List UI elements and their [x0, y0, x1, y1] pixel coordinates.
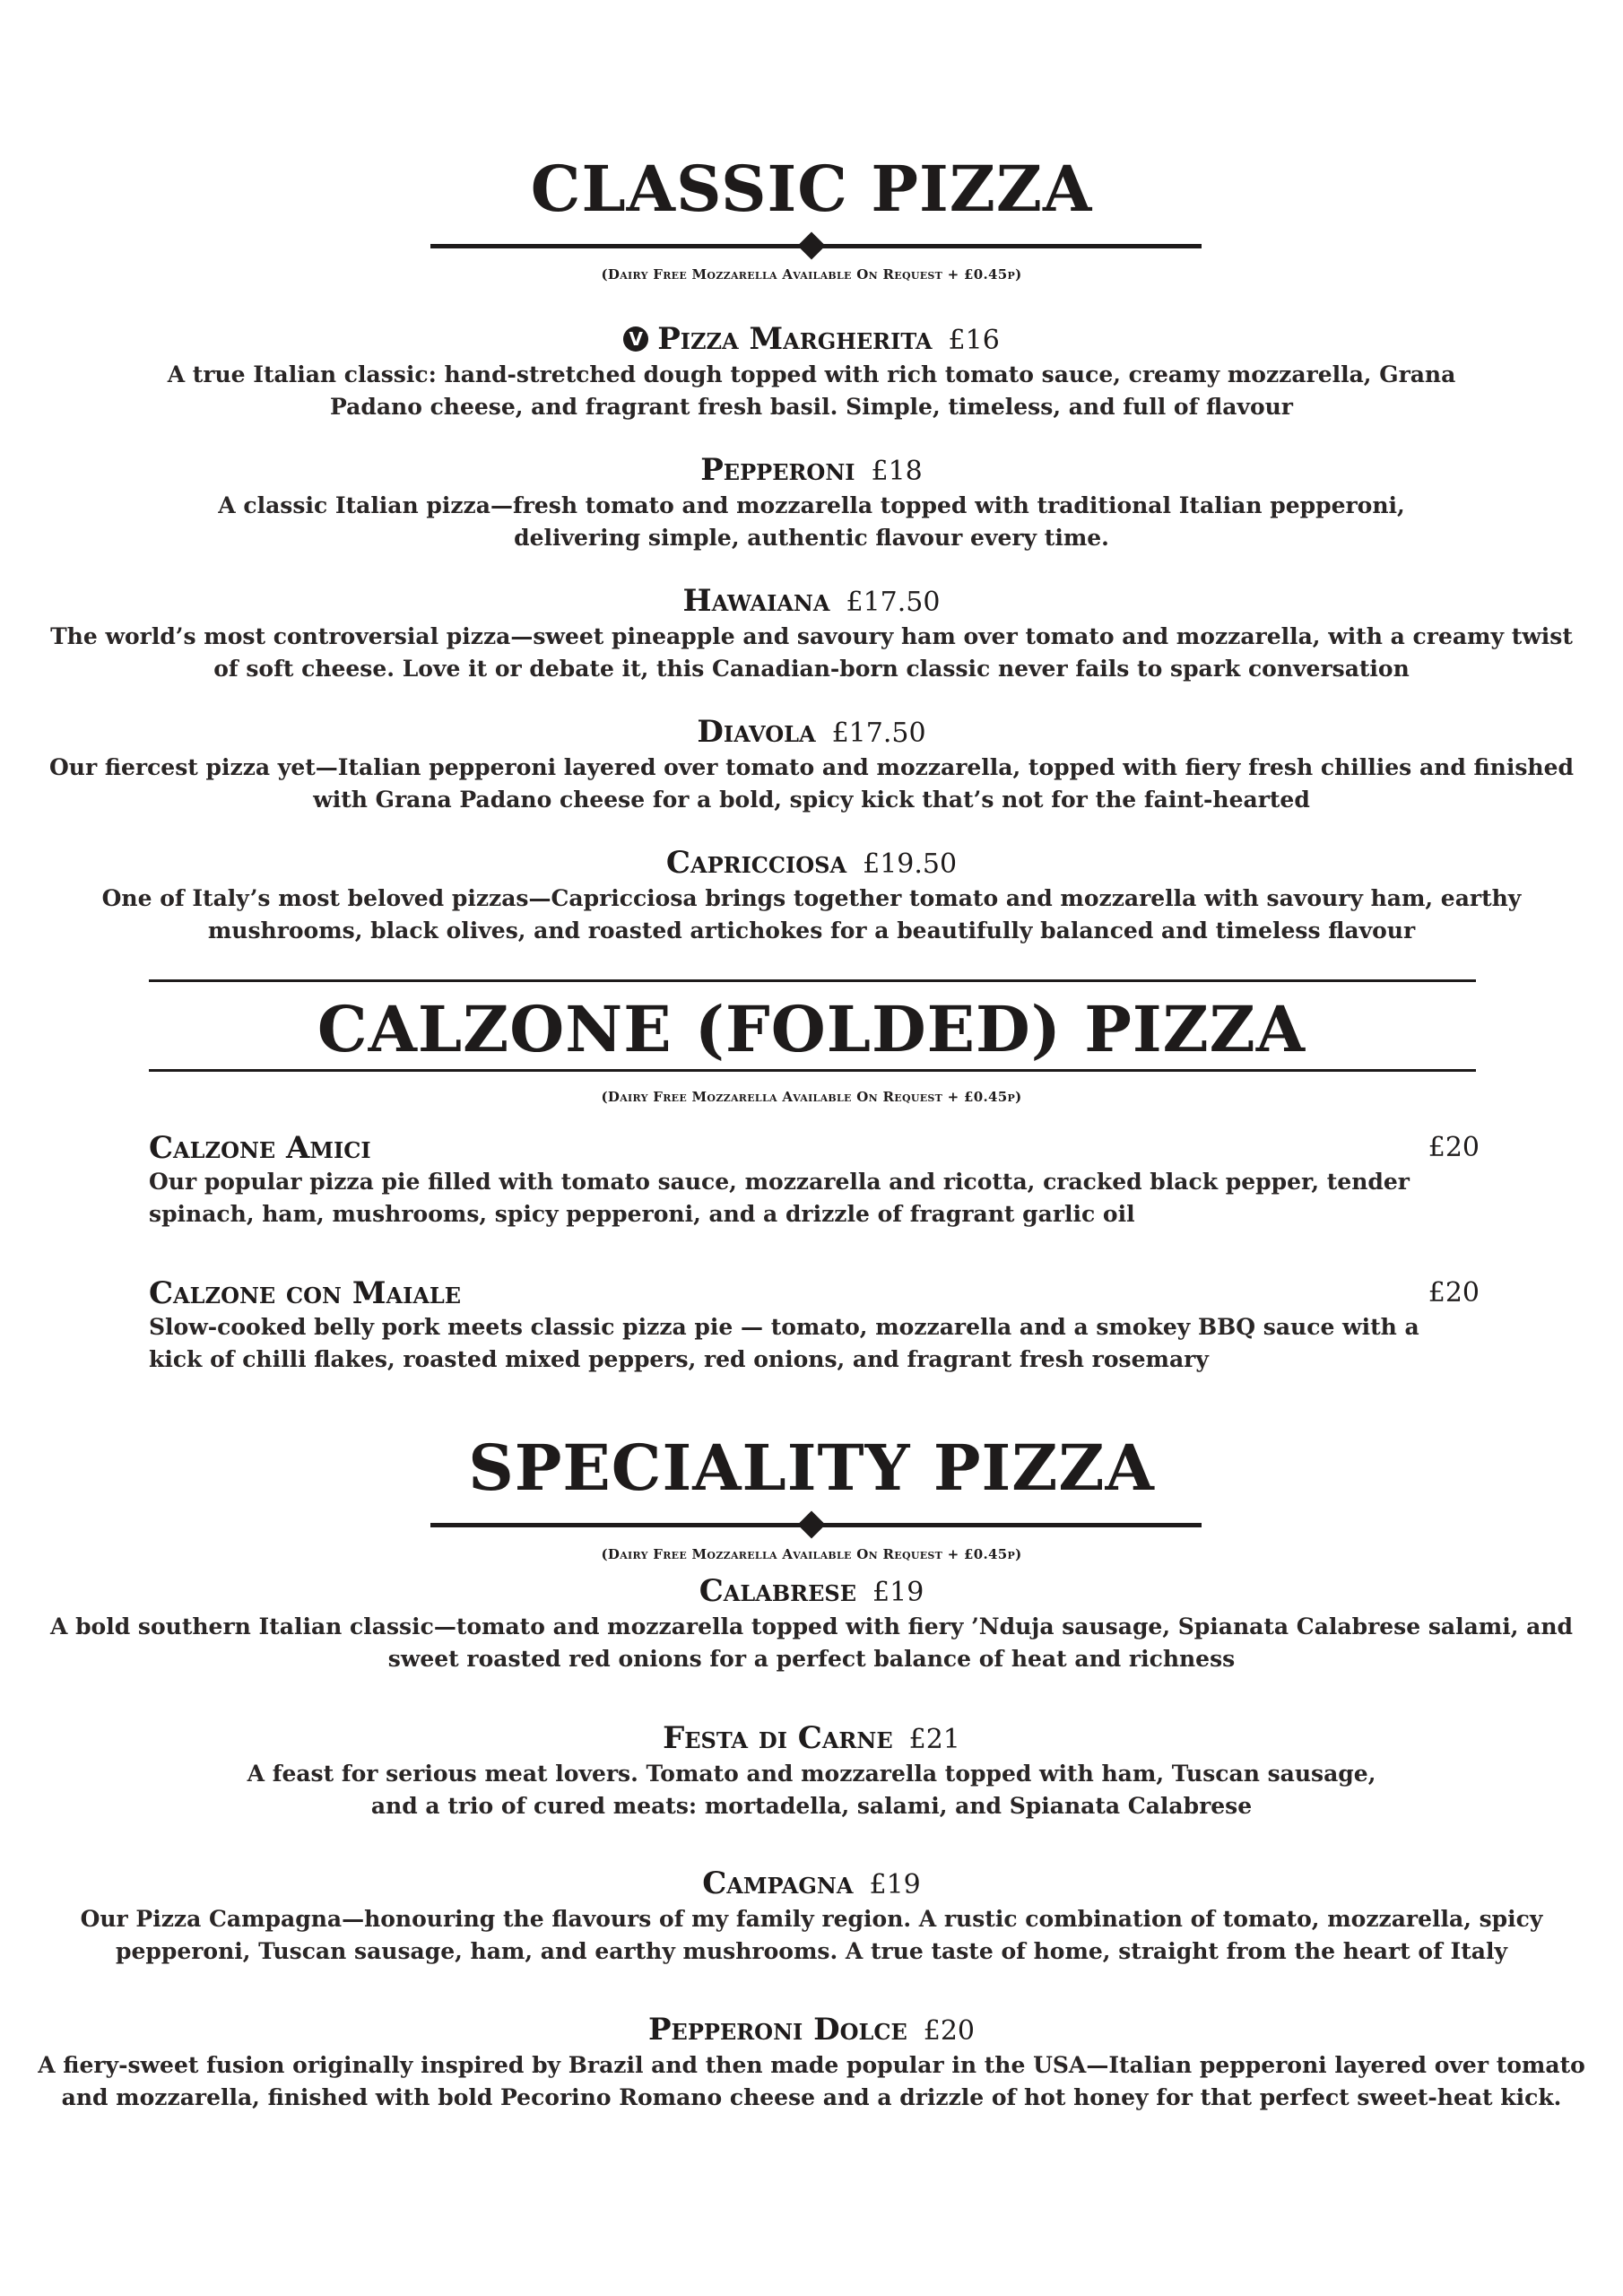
menu-item-diavola: [0, 714, 1623, 816]
menu-item-calabrese: [0, 1573, 1623, 1675]
item-name: Pepperoni Dolce: [647, 2012, 907, 2048]
diamond-icon: [797, 231, 825, 259]
item-price: £19: [869, 1869, 921, 1900]
item-description: A classic Italian pizza—fresh tomato and mozzarella topped with traditional Italian pepperoni, delivering simple, authentic flavour every time.: [218, 492, 1405, 551]
item-price: £20: [1428, 1132, 1480, 1163]
item-price: £19: [872, 1577, 924, 1608]
menu-item-capricciosa: [0, 845, 1623, 947]
item-description: A fiery-sweet fusion originally inspired by Brazil and then made popular in the USA—Italian pepperoni layered over tomato and mozzarella, finished with bold Pecorino Romano cheese and a drizzle of hot honey for that perfect sweet-heat kick.: [38, 2052, 1585, 2110]
menu-item-calzone-maiale: [149, 1275, 1480, 1376]
item-price: £17.50: [831, 718, 926, 749]
item-price: £18: [871, 456, 923, 487]
item-name: Calzone con Maiale: [149, 1275, 462, 1311]
item-price: £19.50: [863, 848, 958, 880]
item-price: £20: [923, 2015, 976, 2047]
item-name: Calzone Amici: [149, 1130, 371, 1166]
calzone-dairy-note: (Dairy Free Mozzarella Available On Request + £0.45p): [601, 1089, 1022, 1105]
item-price: £21: [908, 1724, 960, 1755]
speciality-dairy-note: (Dairy Free Mozzarella Available On Request + £0.45p): [601, 1546, 1022, 1562]
vegetarian-icon: V: [623, 326, 648, 352]
menu-item-margherita: [0, 321, 1623, 423]
item-description: One of Italy’s most beloved pizzas—Capricciosa brings together tomato and mozzarella with savoury ham, earthy mushrooms, black olives, and roasted artichokes for a beautifully balanced and timeless flavour: [101, 885, 1522, 944]
menu-item-campagna: [0, 1866, 1623, 1968]
ornamental-divider: [430, 231, 1202, 260]
item-description: Slow-cooked belly pork meets classic pizza pie — tomato, mozzarella and a smokey BBQ sauce with a kick of chilli flakes, roasted mixed peppers, red onions, and fragrant fresh rosemary: [149, 1314, 1419, 1372]
item-name: Pepperoni: [700, 452, 855, 488]
section-rule-top: [149, 979, 1476, 982]
classic-dairy-note: (Dairy Free Mozzarella Available On Request + £0.45p): [601, 266, 1022, 283]
menu-item-pepperoni: [0, 452, 1623, 554]
classic-title: CLASSIC PIZZA: [530, 152, 1093, 226]
item-description: Our popular pizza pie filled with tomato sauce, mozzarella and ricotta, cracked black pepper, tender spinach, ham, mushrooms, spicy pepperoni, and a drizzle of fragrant garlic oil: [149, 1169, 1410, 1227]
item-name: Calabrese: [699, 1573, 857, 1609]
speciality-title: SPECIALITY PIZZA: [468, 1431, 1155, 1505]
item-name: Pizza Margherita: [657, 321, 933, 357]
menu-item-calzone-amici: [149, 1130, 1480, 1231]
ornamental-divider: [430, 1510, 1202, 1539]
item-price: £20: [1428, 1277, 1480, 1309]
item-name: Diavola: [697, 714, 816, 750]
item-description: Our Pizza Campagna—honouring the flavours of my family region. A rustic combination of tomato, mozzarella, spicy pepperoni, Tuscan sausage, ham, and earthy mushrooms. A true taste of home, straight from the heart of Italy: [80, 1906, 1543, 1964]
item-name: Festa di Carne: [663, 1720, 893, 1756]
item-description: A bold southern Italian classic—tomato and mozzarella topped with fiery ’Nduja sausage, Spianata Calabrese salami, and sweet roasted red onions for a perfect balance of heat and richness: [49, 1613, 1574, 1672]
diamond-icon: [797, 1510, 825, 1538]
item-name: Capricciosa: [665, 845, 847, 881]
calzone-title: CALZONE (FOLDED) PIZZA: [317, 992, 1306, 1066]
item-description: A feast for serious meat lovers. Tomato and mozzarella topped with ham, Tuscan sausage, and a trio of cured meats: mortadella, salami, and Spianata Calabrese: [247, 1761, 1376, 1819]
item-price: £17.50: [846, 587, 941, 618]
item-price: £16: [948, 325, 1000, 356]
item-description: Our fiercest pizza yet—Italian pepperoni layered over tomato and mozzarella, topped with fiery fresh chillies and finished with Grana Padano cheese for a bold, spicy kick that’s not for the faint-hearted: [48, 754, 1574, 813]
item-name: Hawaiana: [682, 583, 830, 619]
menu-item-festa-di-carne: [0, 1720, 1623, 1822]
menu-item-pepperoni-dolce: [0, 2012, 1623, 2114]
item-description: A true Italian classic: hand-stretched dough topped with rich tomato sauce, creamy mozzarella, Grana Padano cheese, and fragrant fresh basil. Simple, timeless, and full of flavour: [167, 361, 1456, 420]
item-name: Campagna: [702, 1866, 854, 1901]
menu-item-hawaiana: [0, 583, 1623, 685]
section-rule-bottom: [149, 1069, 1476, 1072]
item-description: The world’s most controversial pizza—sweet pineapple and savoury ham over tomato and mozzarella, with a creamy twist of soft cheese. Love it or debate it, this Canadian-born classic never fails to spark conversation: [50, 623, 1573, 682]
